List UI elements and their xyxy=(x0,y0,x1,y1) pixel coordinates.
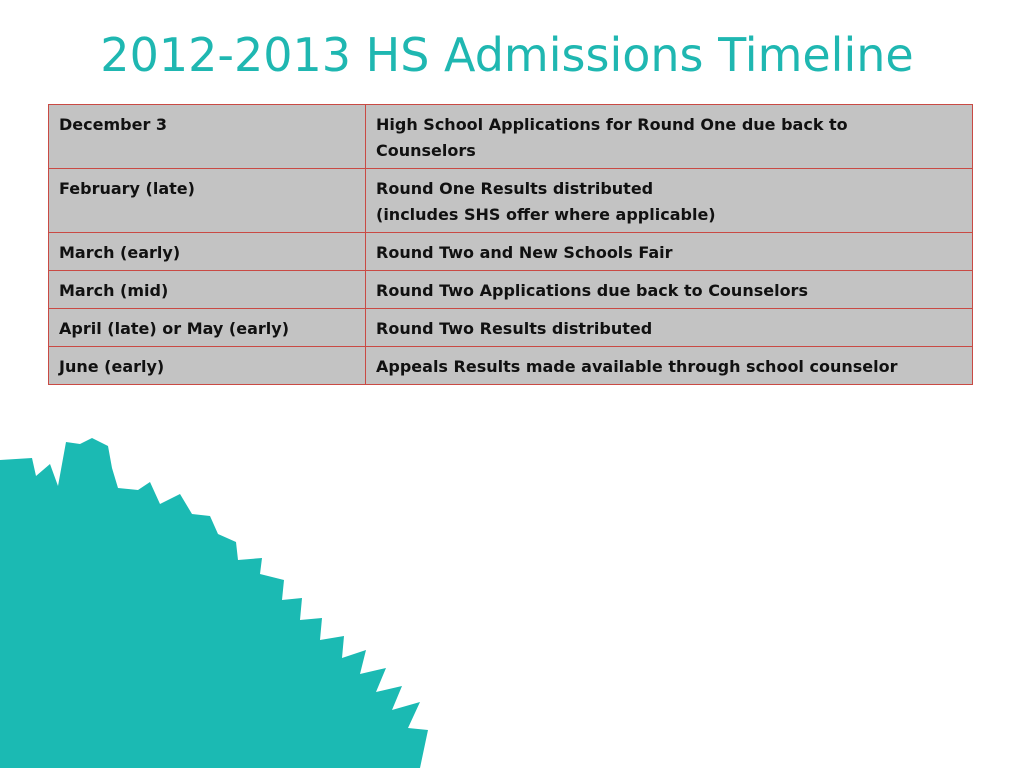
event-text: Round Two Applications due back to Counselors xyxy=(376,281,808,300)
table-row xyxy=(49,271,973,309)
event-text: Counselors xyxy=(376,141,476,160)
table-row xyxy=(49,233,973,271)
date-cell: February (late) xyxy=(49,169,366,233)
table-row xyxy=(49,347,973,385)
event-cell xyxy=(366,347,973,385)
date-cell: March (mid) xyxy=(49,271,366,309)
date-cell: March (early) xyxy=(49,233,366,271)
date-cell: December 3 xyxy=(49,105,366,169)
event-cell xyxy=(366,169,973,233)
table-row xyxy=(49,309,973,347)
event-text: Round Two Results distributed xyxy=(376,319,653,338)
slide-title: 2012-2013 HS Admissions Timeline xyxy=(100,28,914,82)
timeline-table xyxy=(48,104,973,385)
event-text: (includes SHS offer where applicable) xyxy=(376,205,716,224)
event-text: Appeals Results made available through school counselor xyxy=(376,357,898,376)
date-cell: April (late) or May (early) xyxy=(49,309,366,347)
table-row xyxy=(49,105,973,169)
event-cell xyxy=(366,309,973,347)
event-cell xyxy=(366,233,973,271)
event-text: Round Two and New Schools Fair xyxy=(376,243,673,262)
teal-burst-shape xyxy=(0,430,430,768)
event-cell xyxy=(366,271,973,309)
table-row xyxy=(49,169,973,233)
event-cell xyxy=(366,105,973,169)
date-cell: June (early) xyxy=(49,347,366,385)
event-text: High School Applications for Round One due back to xyxy=(376,115,848,134)
event-text: Round One Results distributed xyxy=(376,179,654,198)
